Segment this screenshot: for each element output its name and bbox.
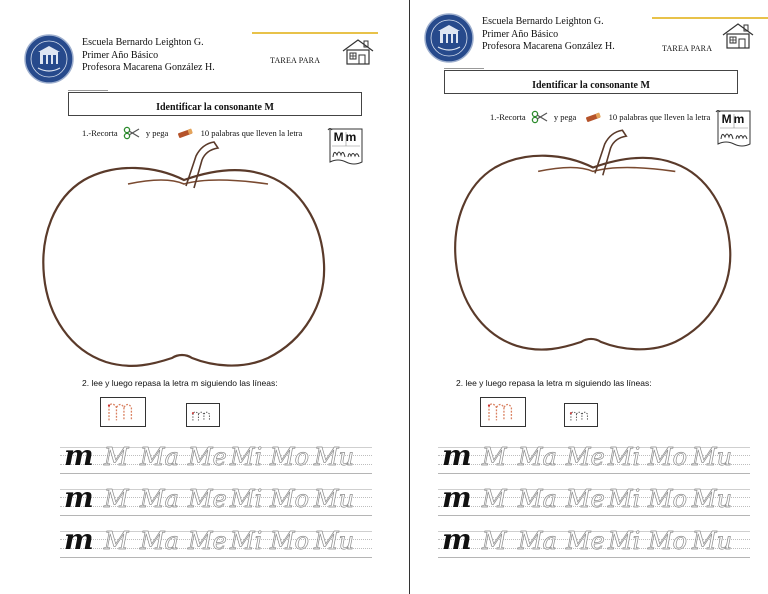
syllable-mi: Mi <box>230 527 263 555</box>
trace-line[interactable] <box>60 481 372 518</box>
trace-letter: m <box>442 481 472 514</box>
syllable-mu: Mu <box>314 443 355 471</box>
syllable-mi: Mi <box>608 485 641 513</box>
house-icon <box>340 36 376 66</box>
syllable-ma: Ma <box>518 443 557 471</box>
title-box <box>68 92 362 116</box>
instruction-words: 10 palabras que lleven la letra <box>200 128 303 138</box>
trace-line[interactable] <box>438 439 750 476</box>
syllable-mi: Mi <box>230 485 263 513</box>
school-info <box>482 16 615 54</box>
syllable-m: M <box>482 527 507 555</box>
trace-guide-card-icon <box>100 397 146 427</box>
scroll-letters: Mm <box>721 112 747 126</box>
syllable-mi: Mi <box>230 443 263 471</box>
syllable-mu: Mu <box>692 485 733 513</box>
instruction-trace: 2. lee y luego repasa la letra m siguiendo las líneas: <box>456 378 652 388</box>
tarea-label: TAREA PARA <box>270 56 321 65</box>
syllable-mu: Mu <box>692 527 733 555</box>
syllable-m: M <box>104 485 129 513</box>
apple-outline-icon <box>36 136 332 372</box>
instruction-cut: 1.-Recorta <box>490 112 526 122</box>
trace-letter: m <box>442 439 472 472</box>
trace-line[interactable] <box>438 481 750 518</box>
tarea-label: TAREA PARA <box>662 44 713 53</box>
apple-outline-icon <box>448 122 738 358</box>
school-info <box>82 37 215 75</box>
syllable-mo: Mo <box>270 527 310 555</box>
trace-line[interactable] <box>438 523 750 560</box>
school-name: Escuela Bernardo Leighton G. <box>482 16 604 27</box>
instruction-paste: y pega <box>553 112 577 122</box>
syllable-ma: Ma <box>140 527 179 555</box>
syllable-mo: Mo <box>648 485 688 513</box>
syllable-me: Me <box>566 527 605 555</box>
instruction-paste: y pega <box>145 128 169 138</box>
title-box <box>444 70 738 94</box>
syllable-mi: Mi <box>608 527 641 555</box>
house-icon <box>720 20 756 50</box>
worksheet-right <box>400 0 768 594</box>
grade-level: Primer Año Básico <box>482 28 559 40</box>
syllable-mo: Mo <box>648 443 688 471</box>
scroll-letters: Mm <box>333 130 359 144</box>
tarea-underline <box>652 17 768 19</box>
syllable-me: Me <box>188 443 227 471</box>
syllable-ma: Ma <box>518 527 557 555</box>
syllable-m: M <box>482 485 507 513</box>
syllable-me: Me <box>566 443 605 471</box>
title-top-line <box>444 68 484 69</box>
syllable-mi: Mi <box>608 443 641 471</box>
trace-letter: m <box>64 481 94 514</box>
school-logo-icon <box>424 13 474 63</box>
teacher-name: Profesora Macarena González H. <box>482 41 615 52</box>
trace-guide-small-card-icon <box>186 403 220 427</box>
syllable-ma: Ma <box>140 485 179 513</box>
syllable-m: M <box>104 443 129 471</box>
syllable-mo: Mo <box>270 485 310 513</box>
syllable-ma: Ma <box>140 443 179 471</box>
instruction-words: 10 palabras que lleven la letra <box>608 112 711 122</box>
school-name: Escuela Bernardo Leighton G. <box>82 37 204 48</box>
instruction-trace: 2. lee y luego repasa la letra m siguiendo las líneas: <box>82 378 278 388</box>
worksheet-title: Identificar la consonante M <box>156 102 274 113</box>
syllable-me: Me <box>188 527 227 555</box>
syllable-mu: Mu <box>314 485 355 513</box>
syllable-me: Me <box>188 485 227 513</box>
trace-letter: m <box>64 523 94 556</box>
grade-level: Primer Año Básico <box>82 49 159 61</box>
school-logo-icon <box>24 34 74 84</box>
trace-letter: m <box>442 523 472 556</box>
trace-letter: m <box>64 439 94 472</box>
title-top-line <box>68 90 108 91</box>
worksheet-title: Identificar la consonante M <box>532 80 650 91</box>
syllable-mu: Mu <box>692 443 733 471</box>
teacher-name: Profesora Macarena González H. <box>82 62 215 73</box>
syllable-m: M <box>104 527 129 555</box>
syllable-mu: Mu <box>314 527 355 555</box>
syllable-ma: Ma <box>518 485 557 513</box>
trace-line[interactable] <box>60 439 372 476</box>
trace-guide-small-card-icon <box>564 403 598 427</box>
tarea-underline <box>252 32 378 34</box>
trace-line[interactable] <box>60 523 372 560</box>
syllable-me: Me <box>566 485 605 513</box>
syllable-m: M <box>482 443 507 471</box>
syllable-mo: Mo <box>270 443 310 471</box>
trace-guide-card-icon <box>480 397 526 427</box>
syllable-mo: Mo <box>648 527 688 555</box>
instruction-cut: 1.-Recorta <box>82 128 118 138</box>
